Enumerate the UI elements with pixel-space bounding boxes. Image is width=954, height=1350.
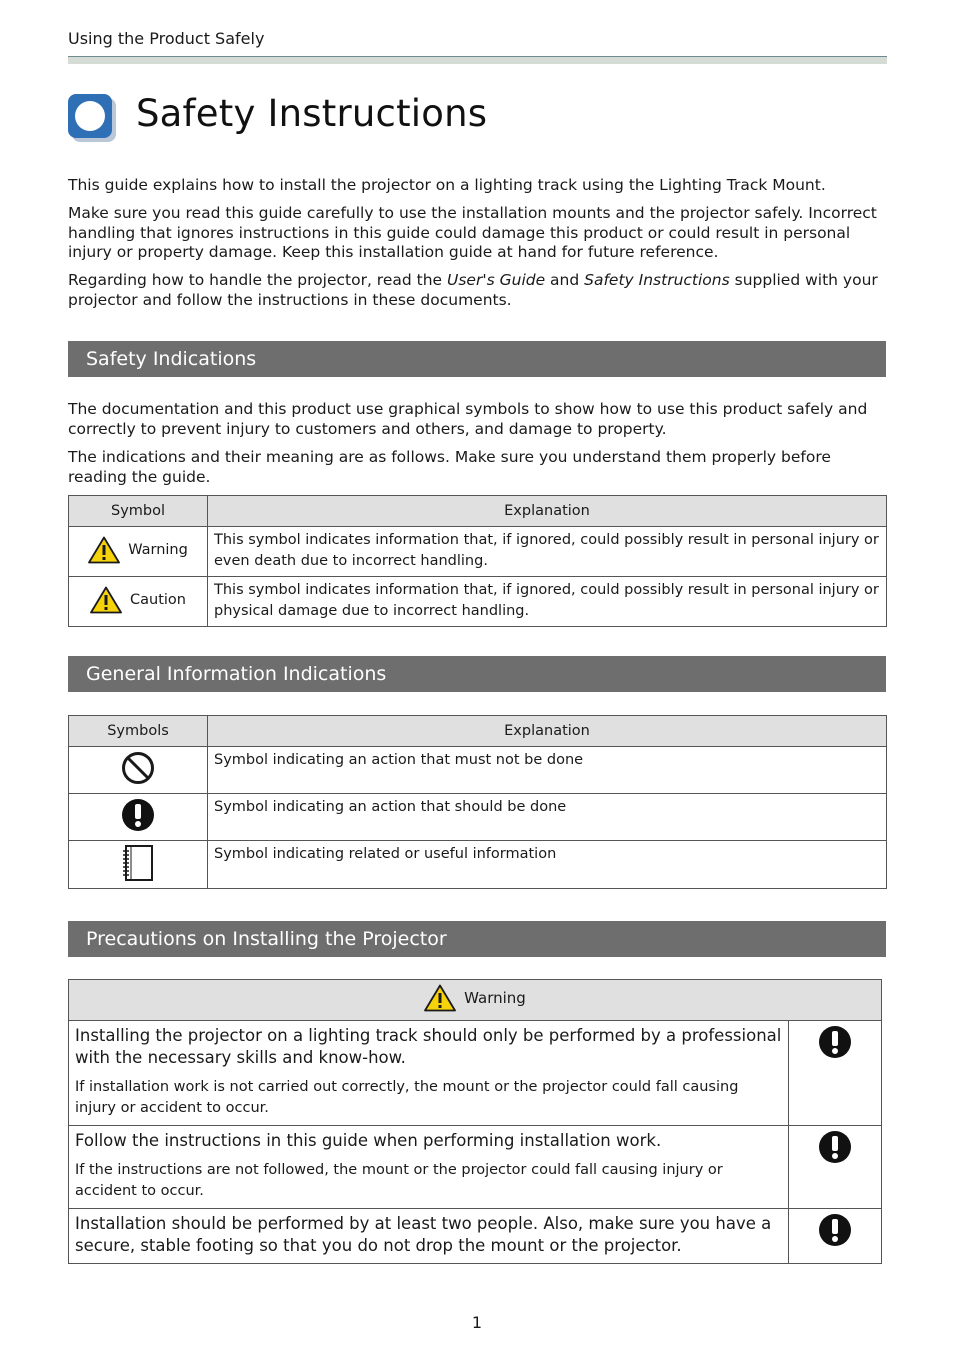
warning-item [69,1126,882,1209]
intro-paragraph-3 [68,271,888,310]
symbol-cell [69,527,208,577]
symbol-label-warning: Warning [128,541,188,558]
warning-item-main: Installing the projector on a lighting track should only be performed by a professional with the necessary skills and know-how. [75,1026,782,1067]
table-row [69,841,887,889]
explanation-cell: Symbol indicating an action that should be done [208,794,887,841]
warning-item [69,1209,882,1264]
warning-item-text [69,1209,789,1264]
section-title-icon [68,94,118,144]
warning-item-detail: If installation work is not carried out correctly, the mount or the projector could fall causing injury or accident to occur. [75,1079,739,1116]
symbol-cell [69,747,208,794]
table-row [69,527,887,577]
general-indications-heading: General Information Indications [68,656,886,692]
warning-item-text [69,1021,789,1126]
mandatory-exclamation-icon [818,1213,852,1247]
warning-triangle-icon [424,984,456,1012]
warning-box-header [69,980,882,1021]
intro-text: Regarding how to handle the projector, read the [68,271,448,289]
safety-indications-table [68,495,887,627]
mandatory-exclamation-icon [818,1025,852,1059]
intro-text: supplied with your projector and follow the instructions in these documents. [68,271,878,309]
explanation-cell: Symbol indicating an action that must not be done [208,747,887,794]
warning-item [69,1021,882,1126]
warning-triangle-icon [90,586,122,614]
mandatory-exclamation-icon [121,798,155,832]
warning-item-text [69,1126,789,1209]
column-header-symbols: Symbols [69,716,208,747]
page-title: Safety Instructions [136,92,488,135]
intro-paragraph-1: This guide explains how to install the projector on a lighting track using the Lighting Track Mount. [68,176,826,194]
table-row [69,747,887,794]
mandatory-exclamation-icon [818,1130,852,1164]
safety-instructions-title: Safety Instructions [584,271,730,289]
intro-text: and [545,271,585,289]
symbol-label-caution: Caution [130,591,186,608]
warning-item-main: Installation should be performed by at least two people. Also, make sure you have a secure, stable footing so that you do not drop the mount or the projector. [75,1214,772,1255]
explanation-cell: This symbol indicates information that, if ignored, could possibly result in personal injury or physical damage due to incorrect handling. [208,577,887,627]
precautions-heading: Precautions on Installing the Projector [68,921,886,957]
symbol-cell [69,794,208,841]
symbol-cell [69,841,208,889]
explanation-cell: This symbol indicates information that, if ignored, could possibly result in personal injury or even death due to incorrect handling. [208,527,887,577]
prohibited-icon [121,751,155,785]
column-header-symbol: Symbol [69,496,208,527]
warning-item-main: Follow the instructions in this guide when performing installation work. [75,1131,662,1150]
explanation-cell: Symbol indicating related or useful information [208,841,887,889]
warning-triangle-icon [88,536,120,564]
warning-item-icon-cell [789,1126,882,1209]
header-rule [68,56,887,64]
general-indications-table [68,715,887,889]
intro-paragraph-2: Make sure you read this guide carefully to use the installation mounts and the projector safely. Incorrect handling that ignores instructions in this guide could damage this product or could result in personal injury or property damage. Keep this installation guide at hand for future reference. [68,204,877,261]
column-header-explanation: Explanation [208,496,887,527]
warning-item-icon-cell [789,1021,882,1126]
table-row [69,577,887,627]
warning-label: Warning [464,989,526,1007]
users-guide-title: User's Guide [447,271,546,289]
safety-paragraph-1: The documentation and this product use graphical symbols to show how to use this product safely and correctly to prevent injury to customers and others, and damage to property. [68,400,868,438]
symbol-cell [69,577,208,627]
warning-item-detail: If the instructions are not followed, the mount or the projector could fall causing injury or accident to occur. [75,1162,723,1199]
notebook-icon [120,844,156,882]
page-number: 1 [471,1313,483,1332]
safety-indications-heading: Safety Indications [68,341,886,377]
safety-paragraph-2: The indications and their meaning are as follows. Make sure you understand them properly before reading the guide. [68,448,831,486]
column-header-explanation: Explanation [208,716,887,747]
running-header: Using the Product Safely [68,29,265,48]
table-row [69,794,887,841]
warning-box [68,979,882,1264]
warning-item-icon-cell [789,1209,882,1264]
